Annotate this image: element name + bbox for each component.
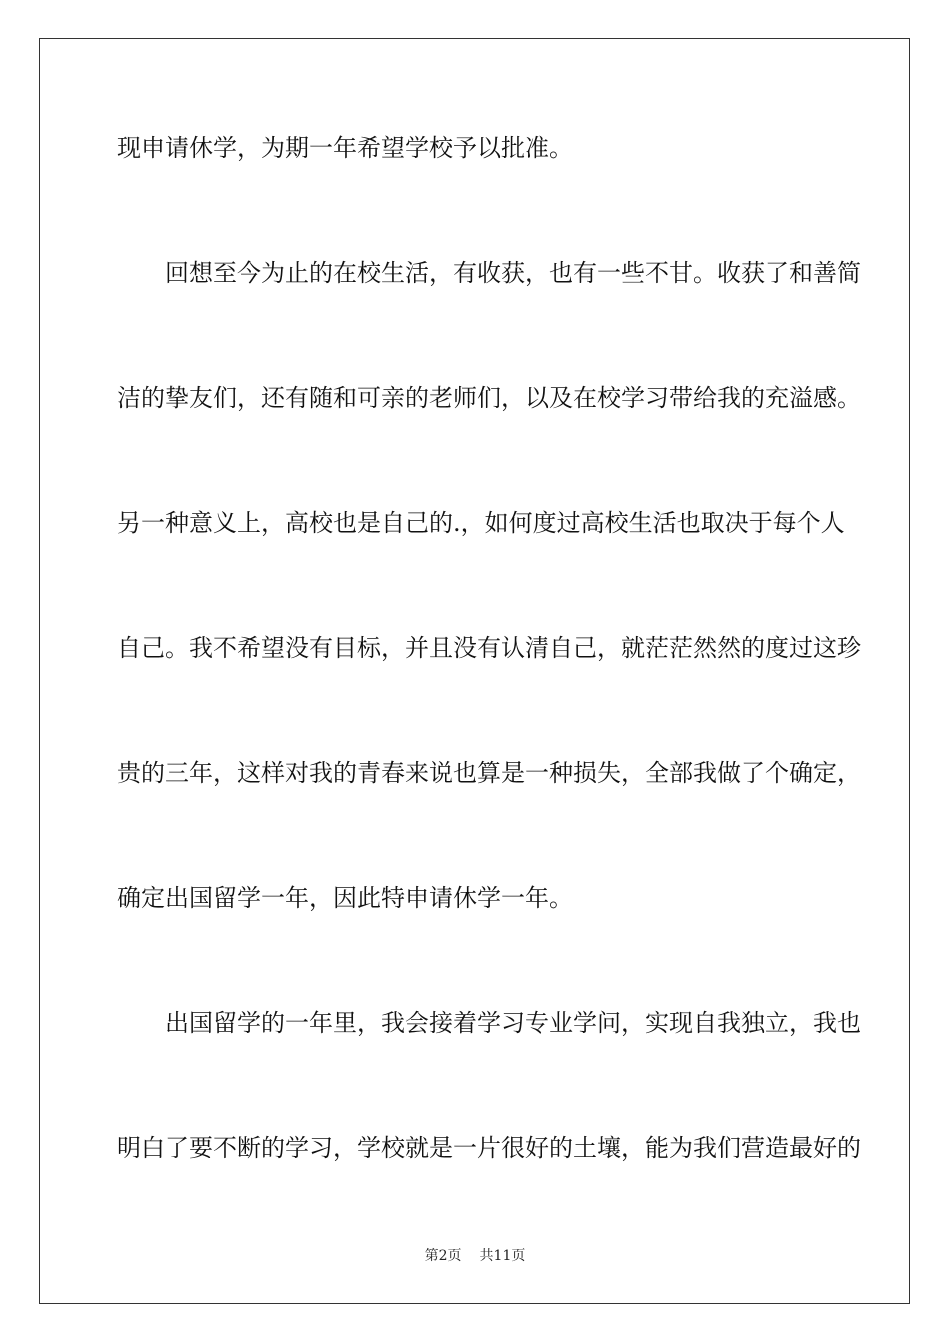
body-line-4: 另一种意义上，高校也是自己的.，如何度过高校生活也取决于每个人	[117, 509, 845, 537]
body-line-1: 现申请休学，为期一年希望学校予以批准。	[117, 134, 573, 162]
body-line-5: 自己。我不希望没有目标，并且没有认清自己，就茫茫然然的度过这珍	[117, 634, 861, 662]
body-line-3: 洁的挚友们，还有随和可亲的老师们，以及在校学习带给我的充溢感。	[117, 384, 861, 412]
body-line-8: 出国留学的一年里，我会接着学习专业学问，实现自我独立，我也	[165, 1009, 861, 1037]
body-line-2: 回想至今为止的在校生活，有收获，也有一些不甘。收获了和善简	[165, 259, 861, 287]
page-border	[39, 38, 910, 1304]
page-total: 共11页	[479, 1248, 526, 1264]
page-footer	[0, 1247, 950, 1265]
body-line-7: 确定出国留学一年，因此特申请休学一年。	[117, 884, 573, 912]
body-line-6: 贵的三年，这样对我的青春来说也算是一种损失，全部我做了个确定，	[117, 759, 861, 787]
body-line-9: 明白了要不断的学习，学校就是一片很好的土壤，能为我们营造最好的	[117, 1134, 861, 1162]
page-number: 第2页	[424, 1248, 462, 1264]
